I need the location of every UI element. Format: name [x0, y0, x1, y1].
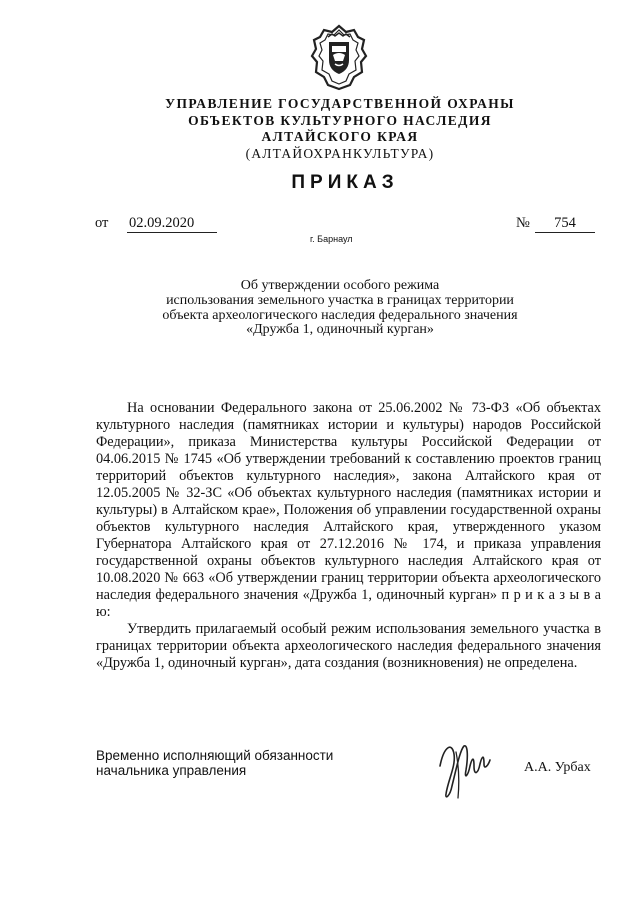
signatory-name: А.А. Урбах [524, 760, 591, 775]
resolution-paragraph: Утвердить прилагаемый особый режим использования земельного участка в границах территории объекта археологического наследия федерального значения «Дружба 1, одиночный курган», дата создания (возникновения) не определена. [96, 621, 601, 671]
document-body [96, 400, 601, 672]
city-label: г. Барнаул [310, 234, 353, 244]
altai-krai-coat-of-arms [304, 22, 374, 94]
signatory-position-line-1: Временно исполняющий обязанности [96, 748, 334, 763]
org-line-3: АЛТАЙСКОГО КРАЯ [261, 129, 419, 144]
org-line-1: УПРАВЛЕНИЕ ГОСУДАРСТВЕННОЙ ОХРАНЫ [165, 96, 515, 111]
handwritten-signature [434, 736, 502, 802]
basis-paragraph [96, 400, 601, 621]
signatory-position-line-2: начальника управления [96, 763, 247, 778]
document-subject [120, 279, 560, 338]
document-number: 754 [535, 215, 595, 233]
org-abbreviation: (АЛТАЙОХРАНКУЛЬТУРА) [245, 145, 435, 161]
document-type-title: ПРИКАЗ [291, 172, 399, 193]
subject-line-3: объекта археологического наследия федерального значения [162, 307, 518, 323]
signatory-position [96, 748, 333, 778]
org-line-2: ОБЪЕКТОВ КУЛЬТУРНОГО НАСЛЕДИЯ [188, 112, 492, 128]
number-label: № [516, 215, 530, 231]
organization-name [150, 96, 530, 162]
subject-line-4: «Дружба 1, одиночный курган» [246, 322, 434, 338]
order-word: п р и к а з ы в а ю: [96, 587, 601, 620]
date-label: от [95, 215, 109, 231]
basis-text: На основании Федерального закона от 25.06.2002 № 73-ФЗ «Об объектах культурного наследия (памятниках истории и культуры) народов Российской Федерации», приказа Министерства культуры Российской Федерации от 04.06.2015 № 1745 «Об утверждении требований к составлению проектов границ территорий объектов культурного наследия», закона Алтайского края от 12.05.2005 № 32-ЗС «Об объектах культурного наследия (памятниках истории и культуры) в Алтайском крае», Положения об управлении государственной охраны объектов культурного наследия Алтайского края, утвержденного указом Губернатора Алтайского края от 27.12.2016 № 174, и приказа управления государственной охраны объектов культурного наследия Алтайского края от 10.08.2020 № 663 «Об утверждении границ территории объекта археологического наследия федерального значения «Дружба 1, одиночный курган» [96, 400, 601, 603]
subject-line-1: Об утверждении особого режима [240, 278, 440, 293]
subject-line-2: использования земельного участка в границах территории [166, 292, 514, 308]
document-date: 02.09.2020 [127, 215, 217, 233]
